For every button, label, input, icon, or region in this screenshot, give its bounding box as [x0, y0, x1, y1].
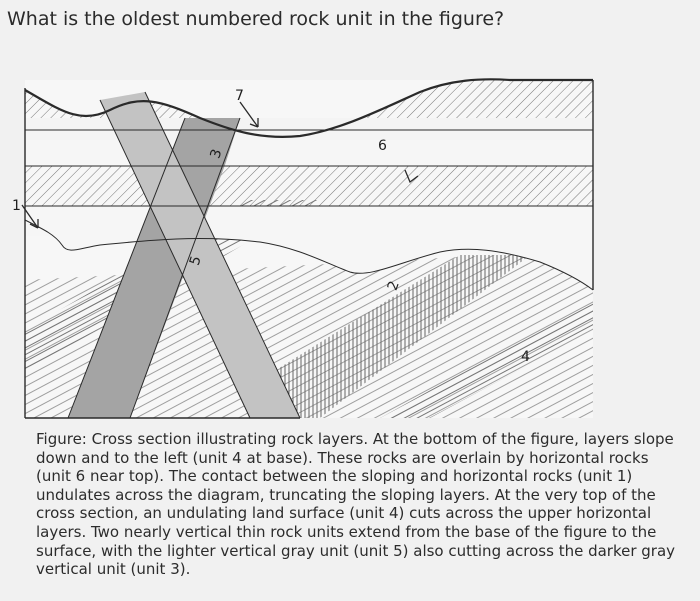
figure-caption — [36, 430, 686, 579]
caption-line: Figure: Cross section illustrating rock layers. At the bottom of the figure, layers slope — [36, 430, 674, 448]
question-text: What is the oldest numbered rock unit in the figure? — [7, 8, 505, 30]
caption-line: vertical unit (unit 3). — [36, 560, 191, 579]
caption-line: layers. Two nearly vertical thin rock units extend from the base of the figure to the — [36, 522, 657, 541]
caption-line: (unit 6 near top). The contact between the sloping and horizontal rocks (unit 1) — [36, 467, 633, 486]
caption-line: cross section, an undulating land surface (unit 4) cuts across the upper horizontal — [36, 504, 652, 523]
label-unit-7: 7 — [235, 88, 244, 104]
label-unit-4: 4 — [521, 349, 530, 365]
label-unit-2: 2 — [384, 278, 403, 293]
label-unit-5: 5 — [186, 254, 205, 268]
label-unit-6: 6 — [378, 138, 387, 154]
caption-line: down and to the left (unit 4 at base). These rocks are overlain by horizontal rocks — [36, 448, 649, 467]
label-unit-1: 1 — [12, 198, 21, 214]
caption-line: surface, with the lighter vertical gray unit (unit 5) also cutting across the darker gray — [36, 541, 676, 560]
label-unit-3: 3 — [207, 147, 226, 161]
caption-line: undulates across the diagram, truncating the sloping layers. At the very top of the — [36, 485, 656, 504]
